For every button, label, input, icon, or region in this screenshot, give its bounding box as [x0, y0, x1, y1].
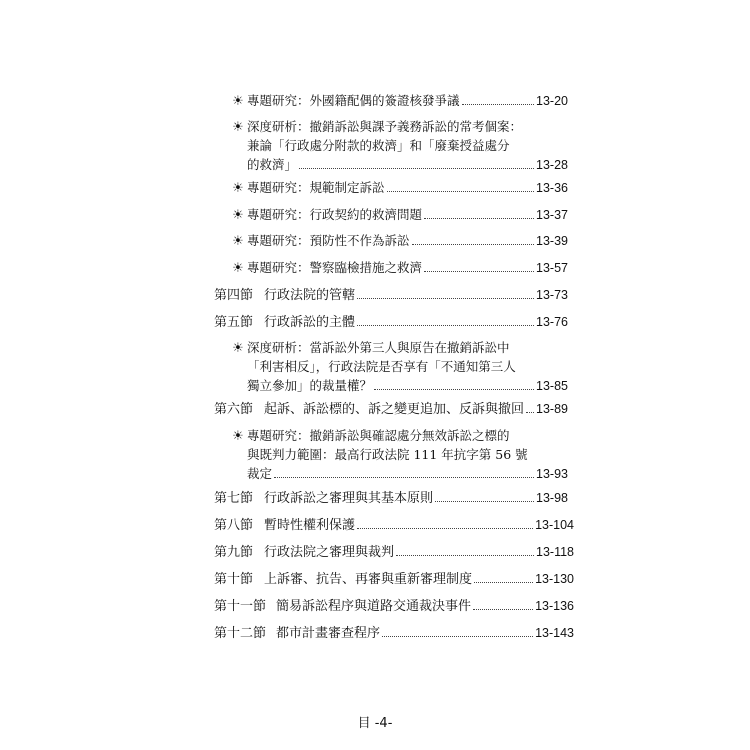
entry-page: 13-76: [536, 315, 568, 329]
dot-leader: [473, 596, 533, 610]
section-number: 第五節: [214, 315, 254, 330]
dot-leader: [374, 376, 534, 390]
dot-leader: [435, 488, 534, 502]
dot-leader: [424, 205, 534, 219]
toc-entry-sub3[interactable]: [231, 178, 568, 198]
toc-entry-sec9[interactable]: [214, 542, 574, 562]
sun-icon: ☀: [232, 261, 244, 276]
entry-page: 13-57: [536, 261, 568, 275]
toc-entry-sub8-line1[interactable]: [231, 426, 510, 446]
section-number: 第九節: [214, 545, 254, 560]
toc-entry-sec4[interactable]: [214, 285, 568, 305]
entry-title-line1: 撤銷訴訟與確認處分無效訴訟之標的: [309, 428, 510, 443]
section-number: 第八節: [214, 518, 254, 533]
entry-page: 13-104: [535, 518, 574, 532]
entry-page: 13-143: [535, 626, 574, 640]
entry-prefix: 專題研究：: [247, 207, 310, 222]
toc-entry-sec6[interactable]: [214, 399, 568, 419]
section-number: 第十節: [214, 572, 254, 587]
sun-icon: ☀: [232, 94, 244, 109]
dot-leader: [396, 542, 534, 556]
toc-entry-sec8[interactable]: [214, 515, 574, 535]
toc-entry-sub7-line2: [247, 357, 516, 377]
entry-page: 13-89: [536, 402, 568, 416]
entry-title-line3: 裁定: [247, 466, 273, 481]
entry-title: 規範制定訴訟: [309, 180, 385, 195]
entry-title-line2: 兼論「行政處分附款的救濟」和「廢棄授益處分: [247, 138, 510, 153]
toc-entry-sub7-line1[interactable]: [231, 338, 510, 358]
toc-entry-sub7-line3[interactable]: [247, 376, 568, 396]
entry-page: 13-39: [536, 234, 568, 248]
sun-icon: ☀: [232, 341, 244, 356]
entry-page: 13-37: [536, 208, 568, 222]
entry-title-line3: 的救濟」: [247, 157, 298, 172]
sun-icon: ☀: [232, 208, 244, 223]
dot-leader: [387, 178, 534, 192]
section-title: 上訴審、抗告、再審與重新審理制度: [264, 572, 473, 587]
section-title: 暫時性權利保護: [264, 518, 356, 533]
section-number: 第十二節: [214, 626, 267, 641]
entry-prefix: 專題研究：: [247, 180, 310, 195]
dot-leader: [299, 155, 534, 169]
section-title: 行政訴訟之審理與其基本原則: [264, 491, 434, 506]
sun-icon: ☀: [232, 429, 244, 444]
entry-page: 13-136: [535, 599, 574, 613]
entry-prefix: 專題研究：: [247, 260, 310, 275]
entry-page: 13-130: [535, 572, 574, 586]
entry-page: 13-85: [536, 379, 568, 393]
sun-icon: ☀: [232, 181, 244, 196]
section-number: 第七節: [214, 491, 254, 506]
dot-leader: [382, 623, 533, 637]
section-number: 第六節: [214, 402, 254, 417]
toc-entry-sub2-line3[interactable]: [247, 155, 568, 175]
toc-entry-sec11[interactable]: [214, 596, 574, 616]
page-footer: 目 -4-: [357, 716, 393, 731]
entry-page: 13-98: [536, 491, 568, 505]
toc-entry-sec10[interactable]: [214, 569, 574, 589]
dot-leader: [357, 312, 534, 326]
section-title: 起訴、訴訟標的、訴之變更追加、反訴與撤回: [264, 402, 525, 417]
section-title: 行政訴訟的主體: [264, 315, 356, 330]
entry-title-line1: 撤銷訴訟與課予義務訴訟的常考個案：: [309, 119, 523, 134]
toc-entry-sub2-line2: [247, 136, 510, 156]
entry-title-line2: 「利害相反」，行政法院是否享有「不通知第三人: [247, 359, 516, 374]
toc-entry-sec7[interactable]: [214, 488, 568, 508]
section-number: 第十一節: [214, 599, 267, 614]
dot-leader: [424, 258, 534, 272]
entry-prefix: 深度研析：: [247, 119, 310, 134]
dot-leader: [412, 231, 534, 245]
toc-entry-sub2-line1[interactable]: [231, 117, 522, 137]
entry-title: 警察臨檢措施之救濟: [309, 260, 423, 275]
toc-entry-sec12[interactable]: [214, 623, 574, 643]
entry-prefix: 專題研究：: [247, 233, 310, 248]
sun-icon: ☀: [232, 120, 244, 135]
toc-entry-sec5[interactable]: [214, 312, 568, 332]
entry-title-line1: 當訴訟外第三人與原告在撤銷訴訟中: [309, 340, 510, 355]
entry-page: 13-28: [536, 158, 568, 172]
dot-leader: [274, 464, 534, 478]
toc-entry-sub6[interactable]: [231, 258, 568, 278]
entry-page: 13-20: [536, 94, 568, 108]
toc-entry-sub5[interactable]: [231, 231, 568, 251]
dot-leader: [462, 91, 534, 105]
toc-entry-sub4[interactable]: [231, 205, 568, 225]
entry-page: 13-93: [536, 467, 568, 481]
entry-title: 行政契約的救濟問題: [309, 207, 423, 222]
entry-prefix: 專題研究：: [247, 428, 310, 443]
dot-leader: [474, 569, 533, 583]
section-number: 第四節: [214, 288, 254, 303]
section-title: 行政法院的管轄: [264, 288, 356, 303]
toc-entry-sub8-line3[interactable]: [247, 464, 568, 484]
dot-leader: [526, 399, 534, 413]
entry-prefix: 專題研究：: [247, 93, 310, 108]
toc-entry-sub1[interactable]: [231, 91, 568, 111]
entry-page: 13-118: [536, 545, 574, 559]
section-title: 行政法院之審理與裁判: [264, 545, 395, 560]
dot-leader: [357, 515, 533, 529]
toc-entry-sub8-line2: [247, 445, 528, 465]
entry-title: 外國籍配偶的簽證核發爭議: [309, 93, 460, 108]
entry-prefix: 深度研析：: [247, 340, 310, 355]
entry-title: 預防性不作為訴訟: [309, 233, 410, 248]
section-title: 簡易訴訟程序與道路交通裁決事件: [276, 599, 472, 614]
entry-title-line3: 獨立參加」的裁量權？: [247, 378, 373, 393]
entry-title-line2: 與既判力範圍：最高行政法院 111 年抗字第 56 號: [247, 447, 528, 462]
entry-page: 13-73: [536, 288, 568, 302]
sun-icon: ☀: [232, 234, 244, 249]
entry-page: 13-36: [536, 181, 568, 195]
dot-leader: [357, 285, 534, 299]
section-title: 都市計畫審查程序: [276, 626, 381, 641]
